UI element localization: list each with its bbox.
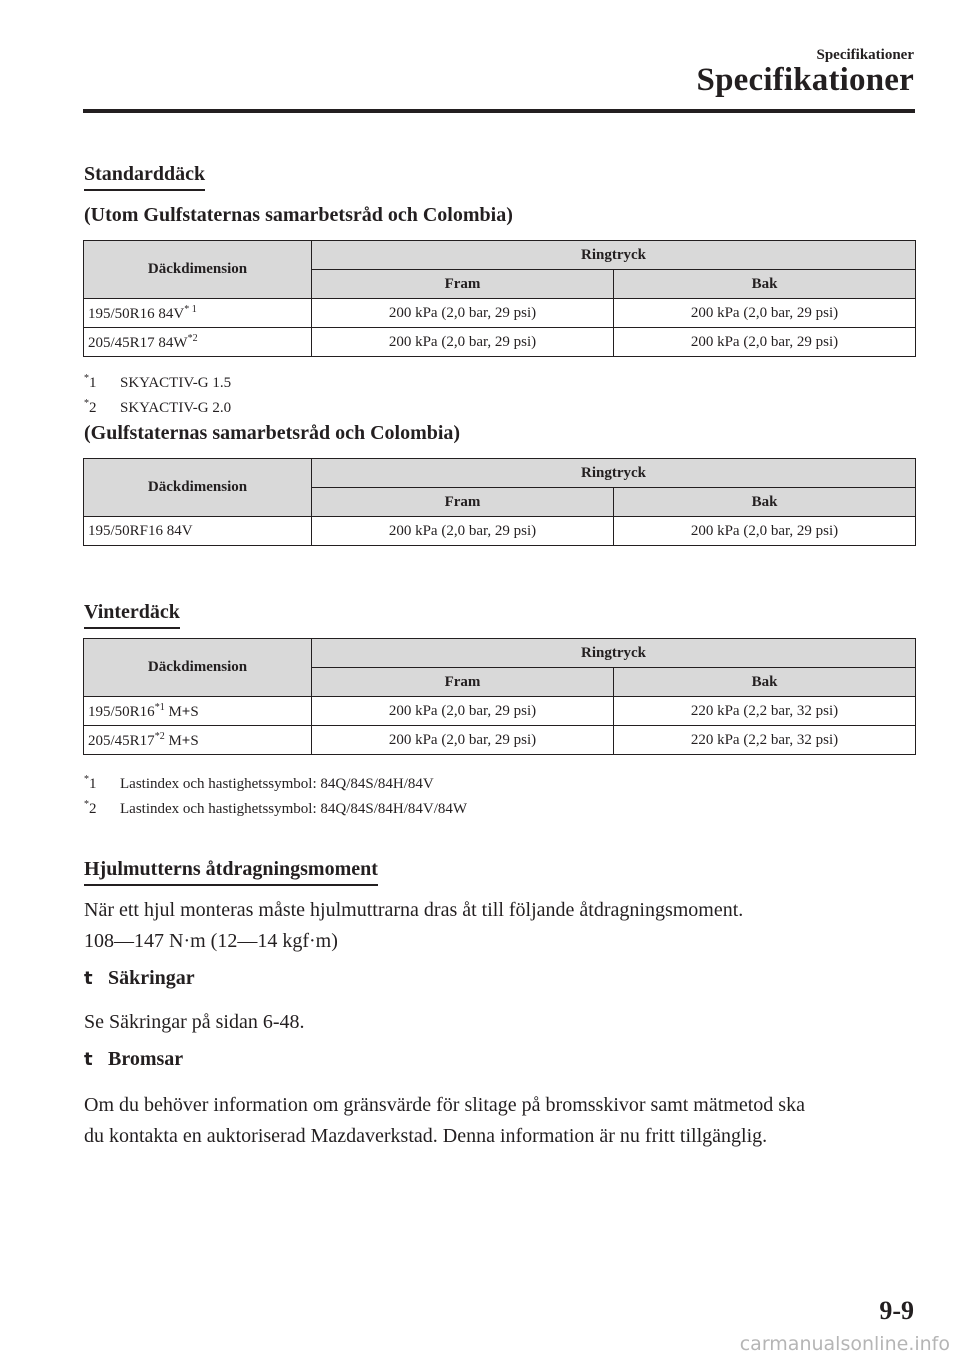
cell-front: 200 kPa (2,0 bar, 29 psi)	[312, 726, 614, 755]
header-chapter-title: Specifikationer	[696, 62, 914, 98]
col-header-front: Fram	[312, 488, 614, 517]
table-row	[84, 328, 916, 357]
col-header-pressure: Ringtryck	[312, 241, 916, 270]
torque-value: 108―147 N·m (12―14 kgf·m)	[84, 930, 338, 952]
brakes-text-line-2: du kontakta en auktoriserad Mazdaverkstad. Denna information är nu fritt tillgänglig.	[84, 1125, 768, 1147]
cell-front: 200 kPa (2,0 bar, 29 psi)	[312, 697, 614, 726]
tyre-pressure-table-1	[83, 240, 916, 357]
col-header-size: Däckdimension	[84, 459, 312, 517]
section-title-wheel-nut-torque: Hjulmutterns åtdragningsmoment	[84, 858, 378, 886]
col-header-rear: Bak	[614, 488, 916, 517]
tyre-pressure-table-2	[83, 458, 916, 546]
subtitle-gcc: (Gulfstaternas samarbetsråd och Colombia)	[84, 422, 461, 444]
mud-snow-symbol: M+S	[168, 703, 199, 720]
tyre-pressure-table-3	[83, 638, 916, 755]
col-header-rear: Bak	[614, 668, 916, 697]
cell-rear: 200 kPa (2,0 bar, 29 psi)	[614, 517, 916, 546]
footnote-mark: *1	[154, 701, 165, 713]
cell-front: 200 kPa (2,0 bar, 29 psi)	[312, 299, 614, 328]
col-header-pressure: Ringtryck	[312, 639, 916, 668]
cell-size: 205/45R17 $84W^{*2}$	[84, 328, 312, 357]
footnote-mark: *2	[154, 730, 165, 742]
footnote: *2 Lastindex och hastighetssymbol: 84Q/84S/84H/84V/84W	[84, 799, 468, 817]
mud-snow-symbol: M+S	[168, 732, 199, 749]
col-header-rear: Bak	[614, 270, 916, 299]
header-chapter-small: Specifikationer	[816, 47, 914, 63]
cell-rear: 220 kPa (2,2 bar, 32 psi)	[614, 697, 916, 726]
footnote-mark: * 1	[184, 303, 197, 315]
page-number: 9-9	[879, 1296, 914, 1325]
cell-size: 195/50R16$^{*1}$ M+S	[84, 697, 312, 726]
footnote: *1 Lastindex och hastighetssymbol: 84Q/84S/84H/84V	[84, 774, 434, 792]
subtitle-excluding-gcc: (Utom Gulfstaternas samarbetsråd och Colombia)	[84, 204, 513, 226]
footnote-mark: *2	[187, 332, 198, 344]
table-row	[84, 697, 916, 726]
watermark: carmanualsonline.info	[739, 1333, 950, 1355]
plus-icon: +	[181, 703, 191, 720]
cell-size: 205/45R17$^{*2}$ M+S	[84, 726, 312, 755]
section-title-winter-tyres: Vinterdäck	[84, 601, 180, 629]
col-header-front: Fram	[312, 668, 614, 697]
cell-rear: 200 kPa (2,0 bar, 29 psi)	[614, 328, 916, 357]
heading-fuses: t Säkringar	[84, 967, 195, 989]
cell-rear: 200 kPa (2,0 bar, 29 psi)	[614, 299, 916, 328]
table-row	[84, 299, 916, 328]
header-rule	[83, 109, 915, 113]
bullet-icon: t	[84, 968, 93, 989]
table-row	[84, 517, 916, 546]
plus-icon: +	[181, 732, 191, 749]
heading-brakes: t Bromsar	[84, 1048, 184, 1070]
cell-size: 195/50R16 $84V^{* 1}$	[84, 299, 312, 328]
cell-rear: 220 kPa (2,2 bar, 32 psi)	[614, 726, 916, 755]
table-row	[84, 726, 916, 755]
cell-size: 195/50RF16 84V	[84, 517, 312, 546]
cell-front: 200 kPa (2,0 bar, 29 psi)	[312, 517, 614, 546]
brakes-text-line-1: Om du behöver information om gränsvärde för slitage på bromsskivor samt mätmetod ska	[84, 1094, 805, 1116]
footnote: *2 SKYACTIV-G 2.0	[84, 398, 232, 416]
cell-front: 200 kPa (2,0 bar, 29 psi)	[312, 328, 614, 357]
torque-description: När ett hjul monteras måste hjulmuttrarna dras åt till följande åtdragningsmoment.	[84, 899, 744, 921]
section-title-standard-tyres: Standarddäck	[84, 163, 205, 191]
col-header-size: Däckdimension	[84, 639, 312, 697]
col-header-front: Fram	[312, 270, 614, 299]
footnote: *1 SKYACTIV-G 1.5	[84, 373, 232, 391]
col-header-size: Däckdimension	[84, 241, 312, 299]
bullet-icon: t	[84, 1049, 93, 1070]
col-header-pressure: Ringtryck	[312, 459, 916, 488]
fuses-reference: Se Säkringar på sidan 6-48.	[84, 1011, 305, 1033]
